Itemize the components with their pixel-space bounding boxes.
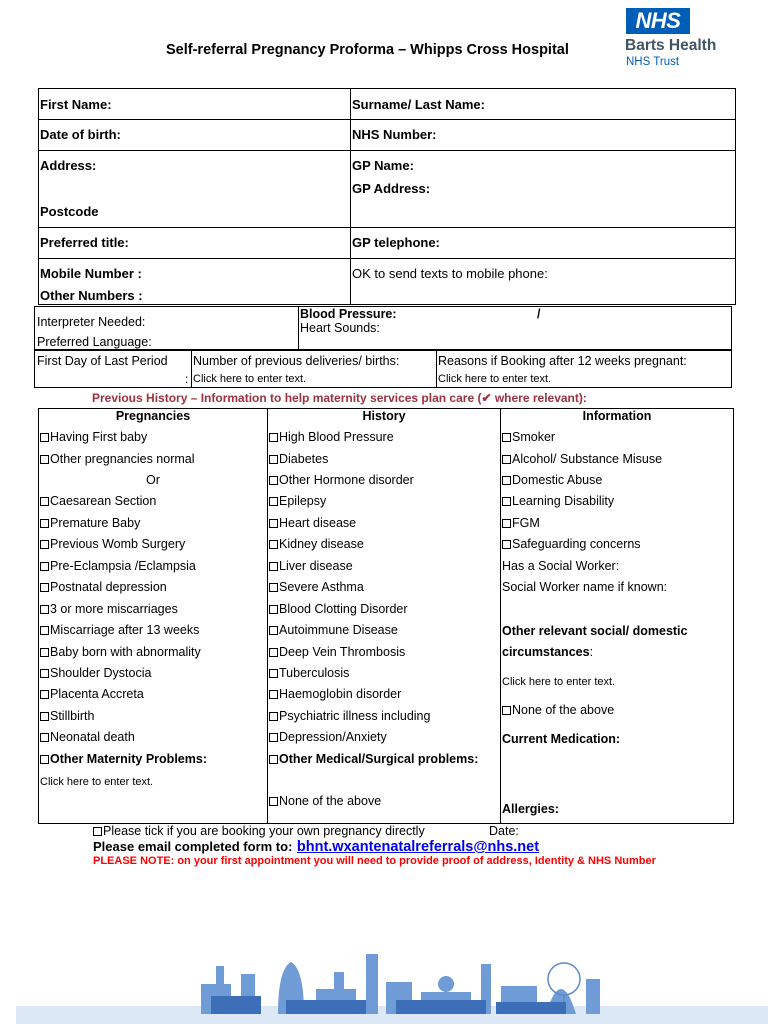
prev-deliveries-label: Number of previous deliveries/ births: (193, 354, 400, 368)
own-pregnancy-label: Please tick if you are booking your own pregnancy directly (103, 824, 425, 838)
checkbox[interactable] (269, 476, 278, 485)
pregnancy-item-label: 3 or more miscarriages (50, 602, 178, 616)
history-item-high-blood-pressure[interactable] (269, 430, 394, 444)
history-item-label: Diabetes (279, 452, 329, 466)
interpreter-bp-table (34, 306, 732, 350)
checkbox[interactable] (269, 755, 278, 764)
history-item-other-hormone-disorder[interactable] (269, 473, 414, 487)
checkbox[interactable] (502, 540, 511, 549)
blood-pressure-label: Blood Pressure: (300, 307, 397, 321)
checkbox[interactable] (40, 433, 49, 442)
pregnancy-item-label: Having First baby (50, 430, 148, 444)
heart-sounds-label: Heart Sounds: (300, 321, 380, 335)
history-item-label: Severe Asthma (279, 580, 364, 594)
information-item-fgm[interactable] (502, 516, 540, 530)
surname-label: Surname/ Last Name: (352, 97, 485, 112)
history-item-label: Liver disease (279, 559, 353, 573)
preferred-title-label: Preferred title: (40, 235, 129, 250)
checkbox[interactable] (40, 733, 49, 742)
checkbox[interactable] (40, 755, 49, 764)
pregnancy-item-3-or-more-miscarriages[interactable] (40, 602, 178, 616)
history-item-epilepsy[interactable] (269, 494, 326, 508)
history-item-depression-anxiety[interactable] (269, 730, 387, 744)
lmp-colon: : (185, 372, 189, 386)
information-header: Information (582, 409, 652, 423)
postcode-label: Postcode (40, 204, 99, 219)
information-column (501, 409, 734, 824)
phone-numbers-field[interactable] (39, 259, 351, 305)
other-numbers-label: Other Numbers : (40, 288, 143, 303)
information-item-label: Social Worker name if known: (502, 580, 668, 594)
history-item-label: Haemoglobin disorder (279, 687, 402, 701)
information-item-safeguarding-concerns[interactable] (502, 537, 641, 551)
checkbox[interactable] (269, 733, 278, 742)
information-item-domestic-abuse[interactable] (502, 473, 602, 487)
pregnancy-item-stillbirth[interactable] (40, 709, 94, 723)
own-pregnancy-checkbox[interactable] (93, 827, 102, 836)
first-day-label: First Day of Last Period (37, 354, 168, 368)
checkbox[interactable] (502, 455, 511, 464)
checkbox[interactable] (40, 497, 49, 506)
pregnancy-item-label: Premature Baby (50, 516, 141, 530)
history-item-tuberculosis[interactable] (269, 666, 349, 680)
history-item-psychiatric-illness-including[interactable] (269, 709, 430, 723)
pregnancies-header: Pregnancies (115, 409, 191, 423)
information-item-label: Safeguarding concerns (512, 537, 641, 551)
trust-name: NHS Trust (626, 56, 680, 68)
history-item-label: Blood Clotting Disorder (279, 602, 408, 616)
email-link[interactable]: bhnt.wxantenatalreferrals@nhs.net (296, 839, 540, 855)
social-circumstances-input[interactable]: Click here to enter text. (502, 676, 616, 688)
pregnancy-item-label: Stillbirth (50, 709, 95, 723)
history-item-autoimmune-disease[interactable] (269, 623, 398, 637)
nhs-number-label: NHS Number: (352, 127, 437, 142)
information-item-label: Other relevant social/ domestic (502, 624, 688, 638)
history-item-label: Kidney disease (279, 537, 364, 551)
pregnancy-item-miscarriage-after-13-weeks[interactable] (40, 623, 199, 637)
history-header: History (362, 409, 406, 423)
circumstances-colon: : (589, 645, 594, 659)
checkbox[interactable] (269, 583, 278, 592)
checkbox[interactable] (40, 712, 49, 721)
maternity-problems-text-row[interactable] (40, 774, 153, 788)
pregnancy-item-label: Other pregnancies normal (50, 452, 195, 466)
history-column (268, 409, 501, 824)
pregnancy-item-other-pregnancies-normal[interactable] (40, 452, 195, 466)
pregnancy-item-label: Baby born with abnormality (50, 645, 201, 659)
information-item-label: FGM (512, 516, 540, 530)
personal-details-table (38, 88, 736, 305)
history-item-label: Depression/Anxiety (279, 730, 387, 744)
preferred-title-field[interactable] (39, 228, 351, 259)
pregnancy-item-label: Neonatal death (50, 730, 135, 744)
checkbox[interactable] (269, 690, 278, 699)
gp-name-label: GP Name: (352, 158, 414, 173)
pregnancies-column (39, 409, 268, 824)
reasons-input[interactable]: Click here to enter text. (438, 373, 552, 385)
information-item-circumstances (502, 645, 593, 659)
information-item-current-medication (502, 732, 620, 746)
checkbox[interactable] (40, 626, 49, 635)
interpreter-field[interactable] (35, 307, 299, 350)
checkbox[interactable] (502, 476, 511, 485)
checkbox[interactable] (269, 433, 278, 442)
history-item-label: None of the above (279, 794, 382, 808)
checkbox[interactable] (269, 797, 278, 806)
checkbox[interactable] (269, 562, 278, 571)
checkbox[interactable] (40, 583, 49, 592)
checkbox[interactable] (269, 497, 278, 506)
information-item-label: Smoker (512, 430, 556, 444)
checkbox[interactable] (269, 540, 278, 549)
pregnancy-item-label: Miscarriage after 13 weeks (50, 623, 200, 637)
nhs-logo: NHS (626, 8, 690, 34)
history-item-label: Other Medical/Surgical problems: (279, 752, 479, 766)
date-label: Date: (489, 824, 519, 838)
pregnancy-item-label: Caesarean Section (50, 494, 157, 508)
reasons-field[interactable] (437, 351, 732, 388)
reasons-label: Reasons if Booking after 12 weeks pregnant: (438, 354, 687, 368)
information-item-allergies (502, 802, 559, 816)
pregnancy-item-previous-womb-surgery[interactable] (40, 537, 185, 551)
email-colon: : (288, 839, 293, 854)
or-label: Or (146, 473, 160, 487)
information-item-click-here-to-enter-text[interactable] (502, 674, 615, 688)
pregnancy-item-placenta-accreta[interactable] (40, 687, 144, 701)
proof-note: PLEASE NOTE: on your first appointment you will need to provide proof of address, Identity & NHS Number (93, 855, 656, 867)
information-item-other-relevant-social-domestic (502, 624, 688, 638)
history-item-label: Heart disease (279, 516, 357, 530)
dob-field[interactable] (39, 120, 351, 151)
history-item-label: Epilepsy (279, 494, 327, 508)
email-row (93, 838, 539, 856)
form-title: Self-referral Pregnancy Proforma – Whipps Cross Hospital (166, 42, 569, 58)
history-item-label: Tuberculosis (279, 666, 350, 680)
gp-telephone-field[interactable] (351, 228, 736, 259)
ok-texts-label: OK to send texts to mobile phone: (352, 266, 548, 281)
information-item-label: Learning Disability (512, 494, 615, 508)
preferred-language-label: Preferred Language: (37, 335, 152, 349)
pregnancy-item-label: Previous Womb Surgery (50, 537, 186, 551)
checkbox[interactable] (502, 497, 511, 506)
interpreter-label: Interpreter Needed: (37, 315, 146, 329)
information-item-alcohol-substance-misuse[interactable] (502, 452, 662, 466)
information-item-label: Allergies: (502, 802, 559, 816)
information-item-label: circumstances (502, 645, 590, 659)
checkbox[interactable] (40, 519, 49, 528)
history-item-liver-disease[interactable] (269, 559, 353, 573)
pregnancy-item-label: Other Maternity Problems: (50, 752, 207, 766)
history-heading: Previous History – Information to help maternity services plan care (✔ where relevant): (92, 391, 587, 405)
history-item-label: Psychiatric illness including (279, 709, 431, 723)
mobile-label: Mobile Number : (40, 266, 142, 281)
pregnancy-item-premature-baby[interactable] (40, 516, 140, 530)
gp-telephone-label: GP telephone: (352, 235, 440, 250)
information-item-has-a-social-worker (502, 559, 619, 573)
pregnancy-item-label: Placenta Accreta (50, 687, 144, 701)
address-field[interactable] (39, 151, 351, 228)
org-name: Barts Health (625, 37, 717, 54)
pregnancy-item-having-first-baby[interactable] (40, 430, 147, 444)
checkbox[interactable] (40, 648, 49, 657)
lmp-field[interactable] (35, 351, 192, 388)
pregnancy-item-pre-eclampsia-eclampsia[interactable] (40, 559, 196, 573)
prev-deliveries-input[interactable]: Click here to enter text. (193, 373, 307, 385)
checkbox[interactable] (40, 562, 49, 571)
pregnancy-item-other-maternity-problems[interactable] (40, 752, 207, 766)
checkbox[interactable] (269, 648, 278, 657)
history-item-haemoglobin-disorder[interactable] (269, 687, 401, 701)
pregnancy-item-caesarean-section[interactable] (40, 494, 156, 508)
information-item-label: Alcohol/ Substance Misuse (512, 452, 663, 466)
checkbox[interactable] (502, 433, 511, 442)
information-item-smoker[interactable] (502, 430, 555, 444)
history-item-other-medical-surgical-problems[interactable] (269, 752, 478, 766)
maternity-problems-input[interactable]: Click here to enter text. (40, 776, 154, 788)
checkbox[interactable] (40, 605, 49, 614)
checkbox[interactable] (269, 626, 278, 635)
address-label: Address: (40, 158, 97, 173)
history-item-kidney-disease[interactable] (269, 537, 364, 551)
history-item-heart-disease[interactable] (269, 516, 356, 530)
pregnancy-item-label: Pre-Eclampsia /Eclampsia (50, 559, 196, 573)
information-item-label: Current Medication: (502, 732, 621, 746)
checkbox[interactable] (40, 455, 49, 464)
pregnancy-or-row (146, 473, 160, 487)
information-item-none-of-the-above[interactable] (502, 703, 614, 717)
history-item-deep-vein-thrombosis[interactable] (269, 645, 405, 659)
nhs-number-field[interactable] (351, 120, 736, 151)
history-item-none-of-the-above[interactable] (269, 794, 381, 808)
pregnancy-item-postnatal-depression[interactable] (40, 580, 167, 594)
checkbox[interactable] (269, 455, 278, 464)
checkbox[interactable] (502, 706, 511, 715)
checkbox[interactable] (40, 540, 49, 549)
first-name-label: First Name: (40, 97, 112, 112)
history-item-diabetes[interactable] (269, 452, 328, 466)
bp-slash: / (537, 307, 541, 321)
skyline-illustration (16, 944, 768, 1024)
pregnancy-item-shoulder-dystocia[interactable] (40, 666, 151, 680)
pregnancy-item-label: Postnatal depression (50, 580, 167, 594)
information-item-label: Has a Social Worker: (502, 559, 620, 573)
information-item-social-worker-name-if-known (502, 580, 667, 594)
email-label: Please email completed form to (93, 839, 289, 854)
history-item-label: Autoimmune Disease (279, 623, 398, 637)
history-item-blood-clotting-disorder[interactable] (269, 602, 408, 616)
first-name-field[interactable] (39, 89, 351, 120)
ok-texts-field[interactable] (351, 259, 736, 305)
gp-address-label: GP Address: (352, 181, 431, 196)
dob-label: Date of birth: (40, 127, 121, 142)
bp-field[interactable] (299, 307, 732, 350)
surname-field[interactable] (351, 89, 736, 120)
information-item-label: Domestic Abuse (512, 473, 603, 487)
history-item-label: High Blood Pressure (279, 430, 394, 444)
checkbox[interactable] (269, 669, 278, 678)
history-table (38, 408, 734, 824)
gp-details-field[interactable] (351, 151, 736, 228)
pregnancy-item-baby-born-with-abnormality[interactable] (40, 645, 201, 659)
lmp-table (34, 350, 732, 388)
pregnancy-item-label: Shoulder Dystocia (50, 666, 152, 680)
checkbox[interactable] (40, 690, 49, 699)
prev-deliveries-field[interactable] (192, 351, 437, 388)
history-item-label: Other Hormone disorder (279, 473, 414, 487)
checkbox[interactable] (269, 519, 278, 528)
pregnancy-item-neonatal-death[interactable] (40, 730, 135, 744)
checkbox[interactable] (40, 669, 49, 678)
information-item-learning-disability[interactable] (502, 494, 614, 508)
checkbox[interactable] (502, 519, 511, 528)
information-item-label: None of the above (512, 703, 615, 717)
checkbox[interactable] (269, 605, 278, 614)
history-item-label: Deep Vein Thrombosis (279, 645, 406, 659)
checkbox[interactable] (269, 712, 278, 721)
own-pregnancy-row[interactable] (93, 824, 425, 838)
history-item-severe-asthma[interactable] (269, 580, 364, 594)
